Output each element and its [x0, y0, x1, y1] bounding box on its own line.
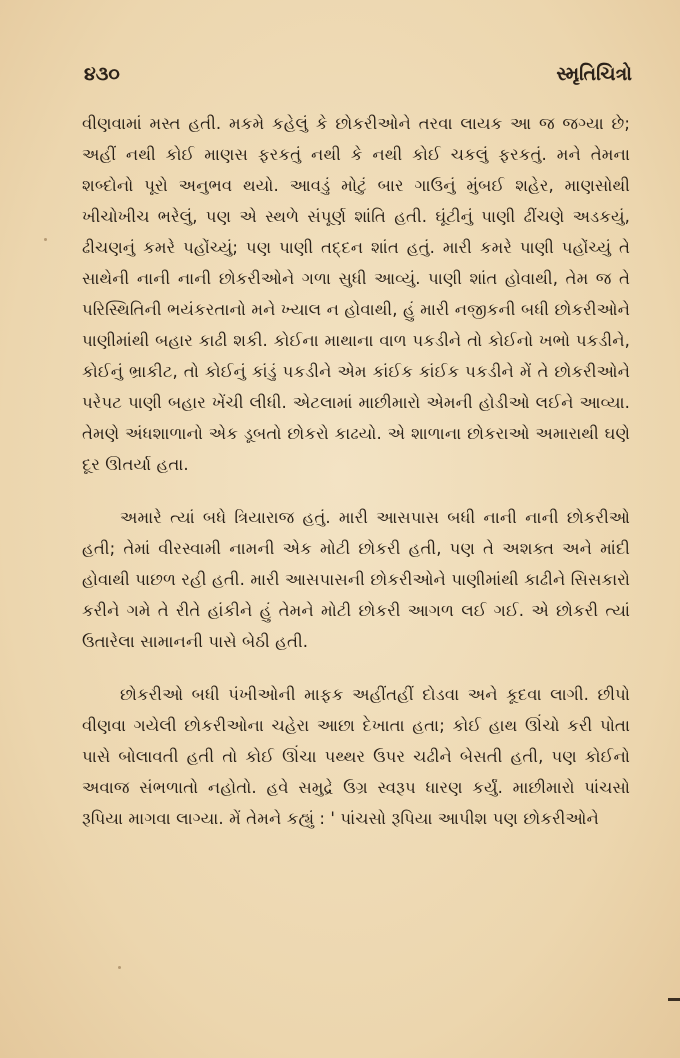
page-header [84, 54, 632, 94]
paper-speck [118, 966, 121, 969]
paragraph-2: અમારે ત્યાં બધે ત્રિયારાજ હતું. મારી આસપાસ બધી નાની નાની છોકરીઓ હતી; તેમાં વીરસ્વામી નામની એક મોટી છોકરી હતી, પણ તે અશક્ત અને માંદી હોવાથી પાછળ રહી હતી. મારી આસપાસની છોકરીઓને પાણીમાંથી કાઢીને સિસકારો કરીને ગમે તે રીતે હાંકીને હું તેમને મોટી છોકરી આગળ લઈ ગઈ. એ છોકરી ત્યાં ઉતારેલા સામાનની પાસે બેઠી હતી. [82, 508, 630, 651]
page-edge-mark [668, 998, 680, 1001]
running-title: સ્મૃતિચિત્રો [556, 63, 632, 85]
paragraph-1: વીણવામાં મસ્ત હતી. મકમે કહેલું કે છોકરીઓને તરવા લાયક આ જ જગ્યા છે; અહીં નથી કોઈ માણસ ફરકતું નથી કે નથી કોઈ ચકલું ફરકતું. મને તેમના શબ્દોનો પૂરો અનુભવ થયો. આવડું મોટું બાર ગાઉનું મુંબઈ શહેર, માણસોથી ખીચોખીચ ભરેલું, પણ એ સ્થળે સંપૂર્ણ શાંતિ હતી. ઘૂંટીનું પાણી ઢીંચણે અડકયું, ઢીચણનું કમરે પહોંચ્યું; પણ પાણી તદ્દન શાંત હતું. મારી કમરે પાણી પહોંચ્યું તે સાથેની નાની નાની છોકરીઓને ગળા સુધી આવ્યું. પાણી શાંત હોવાથી, તેમ જ તે પરિસ્થિતિની ભયંકરતાનો મને ખ્યાલ ન હોવાથી, હું મારી નજીકની બધી છોકરીઓને પાણીમાંથી બહાર કાઢી શકી. કોઈના માથાના વાળ પકડીને તો કોઈનો ખભો પકડીને, કોઈનું ભ્રાકીટ, તો કોઈનું કાંડું પકડીને એમ કાંઈક કાંઈક પકડીને મેં તે છોકરીઓને પરેપટ પાણી બહાર ખેંચી લીધી. એટલામાં માછીમારો એમની હોડીઓ લઈને આવ્યા. તેમણે અંધશાળાનો એક ડૂબતો છોકરો કાઢયો. એ શાળાના છોકરાઓ અમારાથી ઘણે દૂર ઊતર્યા હતા. [82, 114, 630, 474]
page-number: ૪૩૦ [84, 63, 120, 85]
body-text [82, 108, 630, 856]
paper-speck [44, 238, 47, 241]
paragraph-3: છોકરીઓ બધી પંખીઓની માફક અહીંતહીં દોડવા અને કૂદવા લાગી. છીપો વીણવા ગયેલી છોકરીઓના ચહેરા આછા દેખાતા હતા; કોઈ હાથ ઊંચો કરી પોતા પાસે બોલાવતી હતી તો કોઈ ઊંચા પથ્થર ઉપર ચઢીને બેસતી હતી, પણ કોઈનો અવાજ સંભળાતો નહોતો. હવે સમુદ્રે ઉગ્ર સ્વરૂપ ધારણ કર્યું. માછીમારો પાંચસો રૂપિયા માગવા લાગ્યા. મેં તેમને કહ્યું : ' પાંચસો રૂપિયા આપીશ પણ છોકરીઓને [82, 685, 630, 828]
